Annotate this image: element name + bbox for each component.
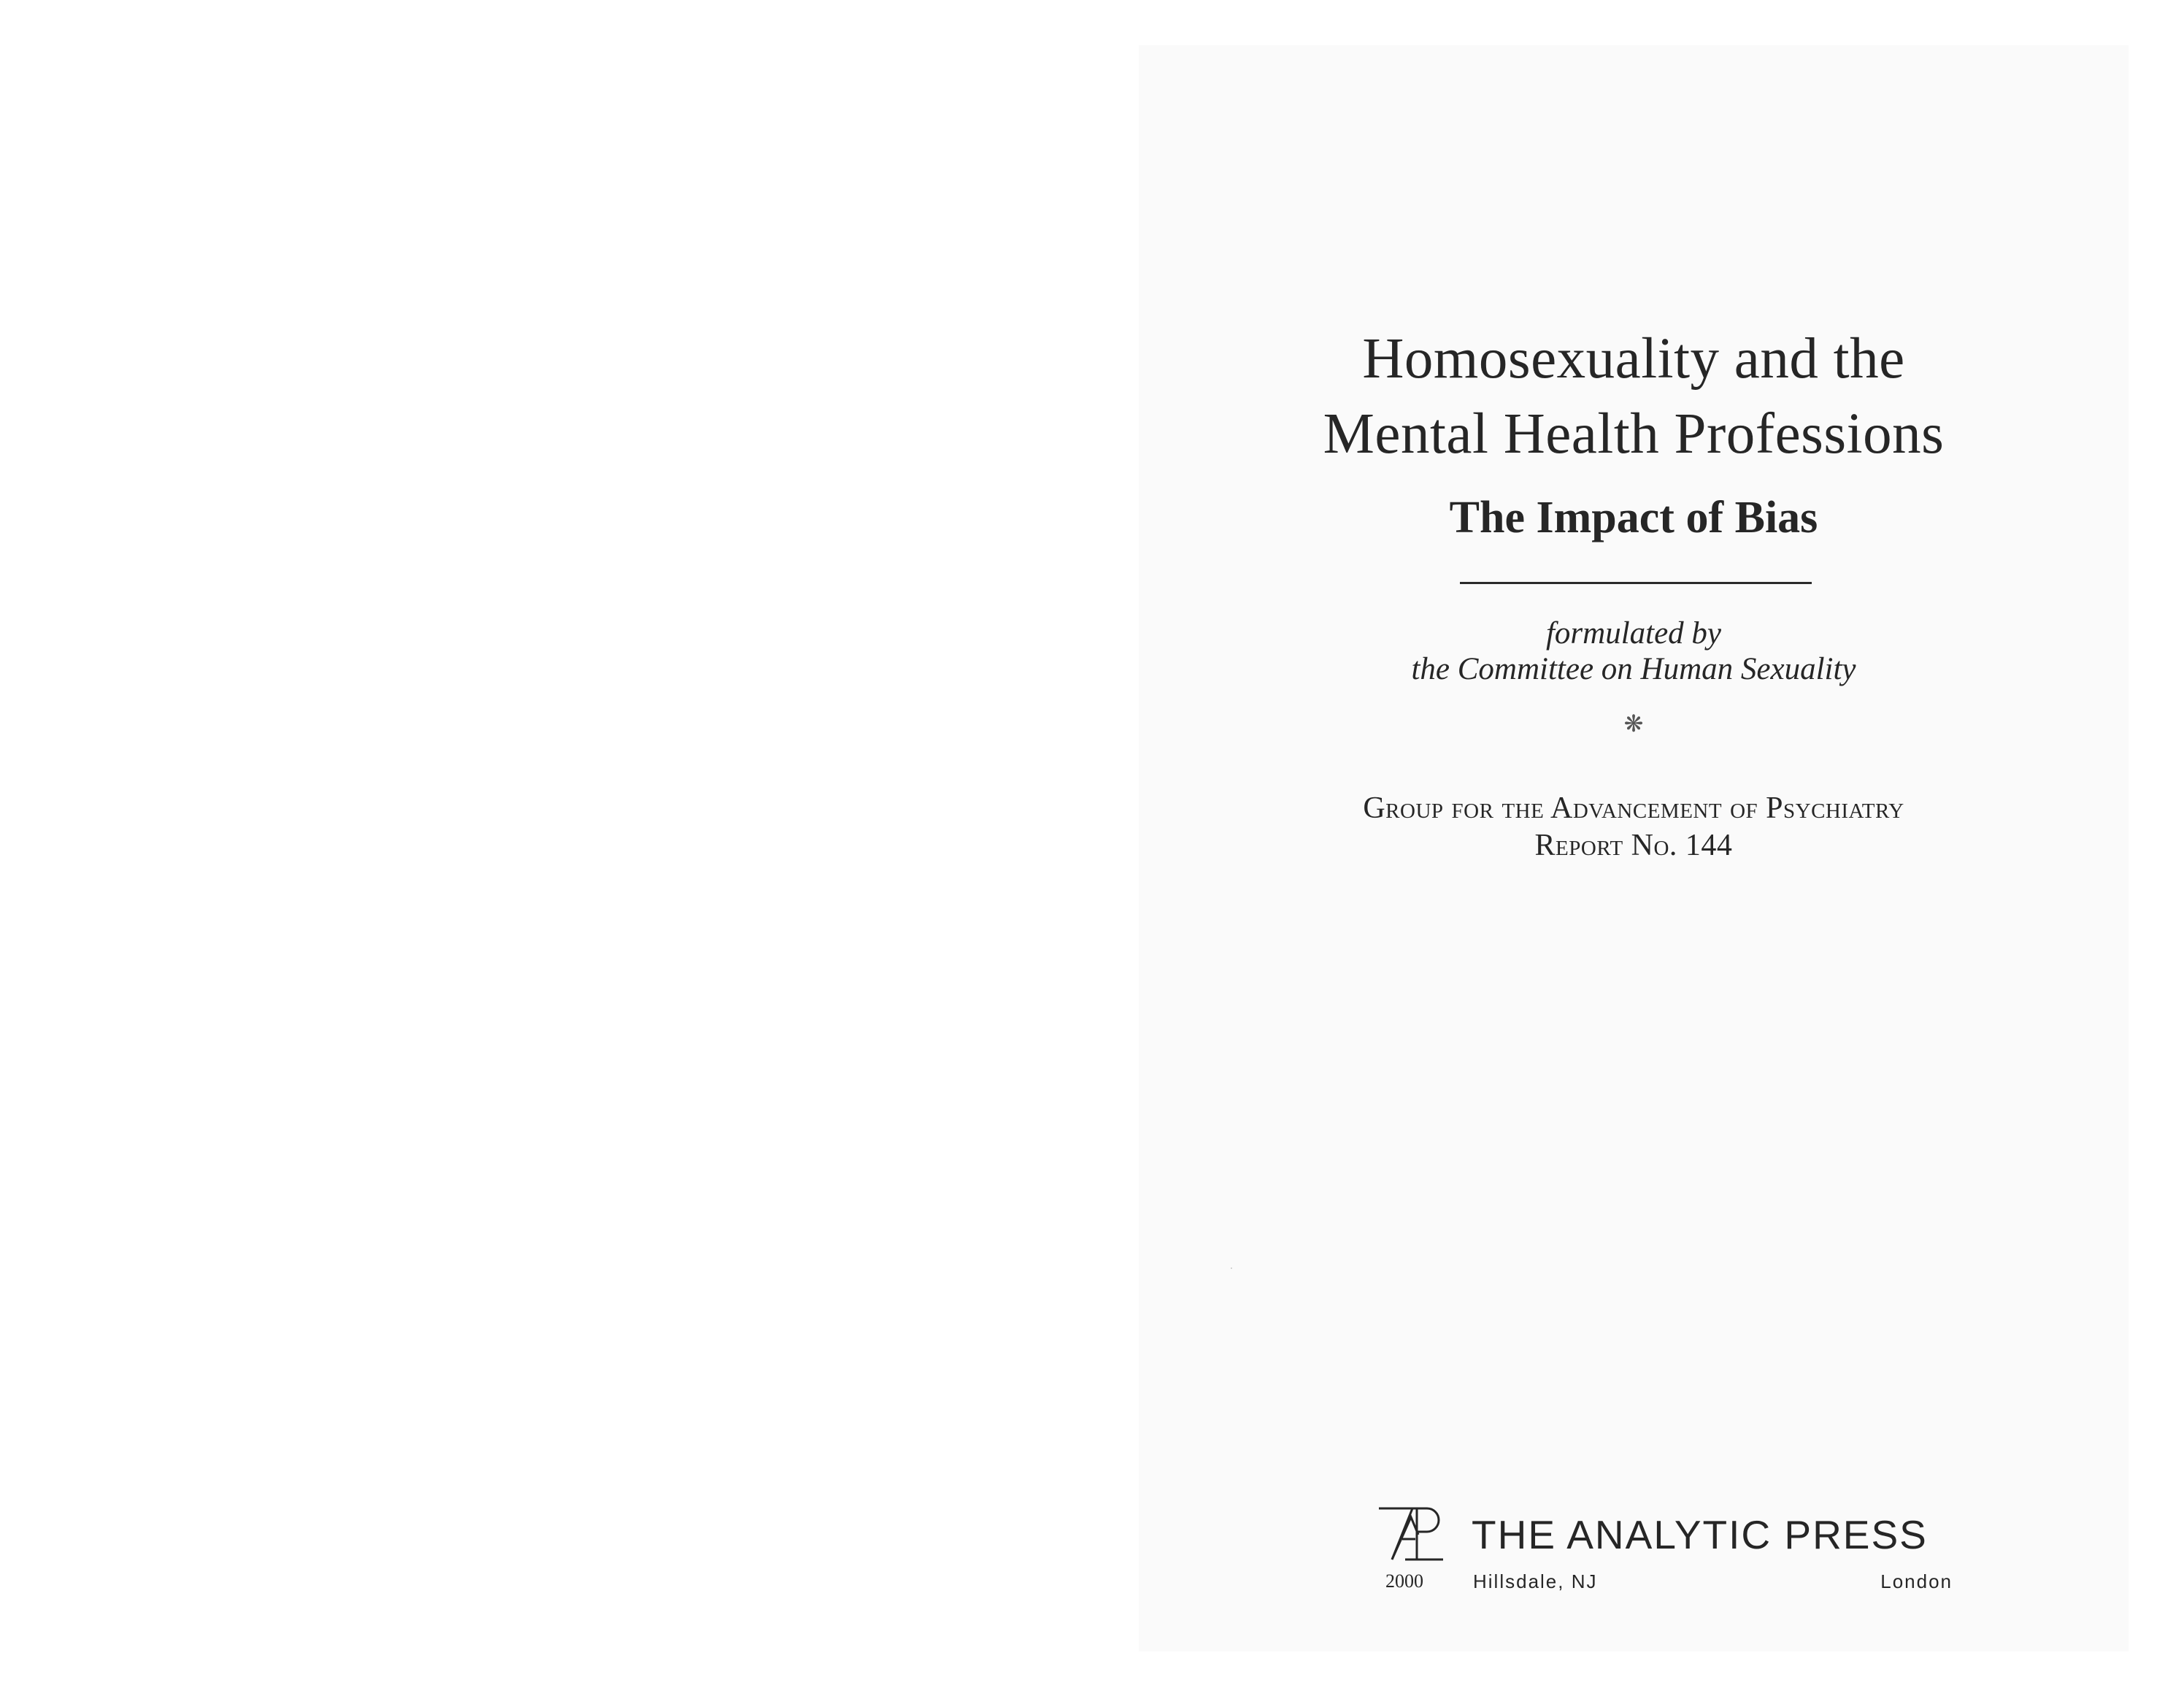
title-divider bbox=[1460, 582, 1812, 584]
publication-year: 2000 bbox=[1385, 1570, 1423, 1592]
book-title bbox=[1139, 321, 2129, 472]
credit-line-1: formulated by bbox=[1545, 616, 1722, 651]
scan-speck bbox=[1231, 1267, 1232, 1269]
book-title-line-2: Mental Health Professions bbox=[1323, 402, 1945, 466]
book-subtitle: The Impact of Bias bbox=[1449, 493, 1818, 542]
authorship-credit bbox=[1139, 615, 2129, 687]
credit-line-2: the Committee on Human Sexuality bbox=[1411, 652, 1856, 686]
series-line-1: Group for the Advancement of Psychiatry bbox=[1363, 791, 1904, 825]
publisher-city-hillsdale: Hillsdale, NJ bbox=[1473, 1570, 1598, 1592]
publisher-imprint bbox=[1376, 1505, 1953, 1600]
ornament-icon: ❋ bbox=[1623, 710, 1644, 737]
ap-monogram-icon bbox=[1376, 1505, 1446, 1562]
publisher-name: THE ANALYTIC PRESS bbox=[1472, 1512, 1928, 1557]
title-page bbox=[1139, 45, 2129, 1651]
publisher-city-london: London bbox=[1880, 1570, 1953, 1592]
series-statement bbox=[1139, 790, 2129, 864]
book-title-line-1: Homosexuality and the bbox=[1362, 327, 1905, 391]
series-line-2: Report No. 144 bbox=[1534, 829, 1733, 862]
